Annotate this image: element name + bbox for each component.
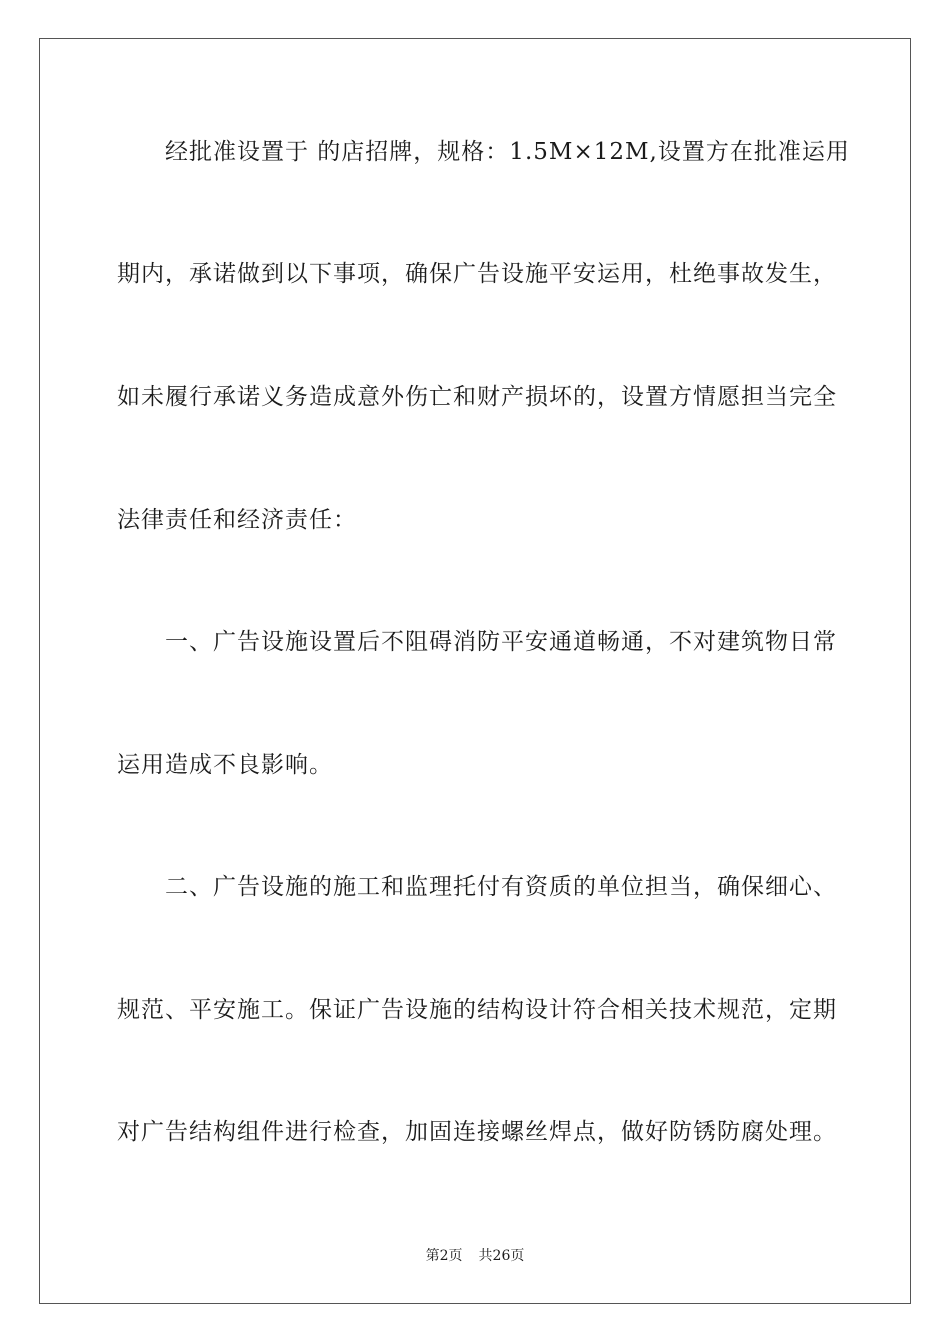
- page-number: 第2页: [425, 1248, 463, 1264]
- page-border: [39, 38, 911, 1304]
- paragraph-line-4: 法律责任和经济责任：: [117, 507, 357, 533]
- paragraph-line-2: 期内，承诺做到以下事项，确保广告设施平安运用，杜绝事故发生，: [117, 261, 837, 287]
- paragraph-line-9: 对广告结构组件进行检查，加固连接螺丝焊点，做好防锈防腐处理。: [117, 1119, 837, 1145]
- paragraph-line-3: 如未履行承诺义务造成意外伤亡和财产损坏的，设置方情愿担当完全: [117, 384, 837, 410]
- paragraph-line-7: 二、广告设施的施工和监理托付有资质的单位担当，确保细心、: [165, 874, 837, 900]
- paragraph-line-5: 一、广告设施设置后不阻碍消防平安通道畅通，不对建筑物日常: [165, 629, 837, 655]
- paragraph-line-8: 规范、平安施工。保证广告设施的结构设计符合相关技术规范，定期: [117, 997, 837, 1023]
- paragraph-line-1: 经批准设置于 的店招牌，规格：1.5M×12M,设置方在批准运用: [165, 139, 850, 165]
- paragraph-line-6: 运用造成不良影响。: [117, 752, 333, 778]
- page-total: 共26页: [478, 1248, 525, 1264]
- page-footer: [0, 1247, 950, 1265]
